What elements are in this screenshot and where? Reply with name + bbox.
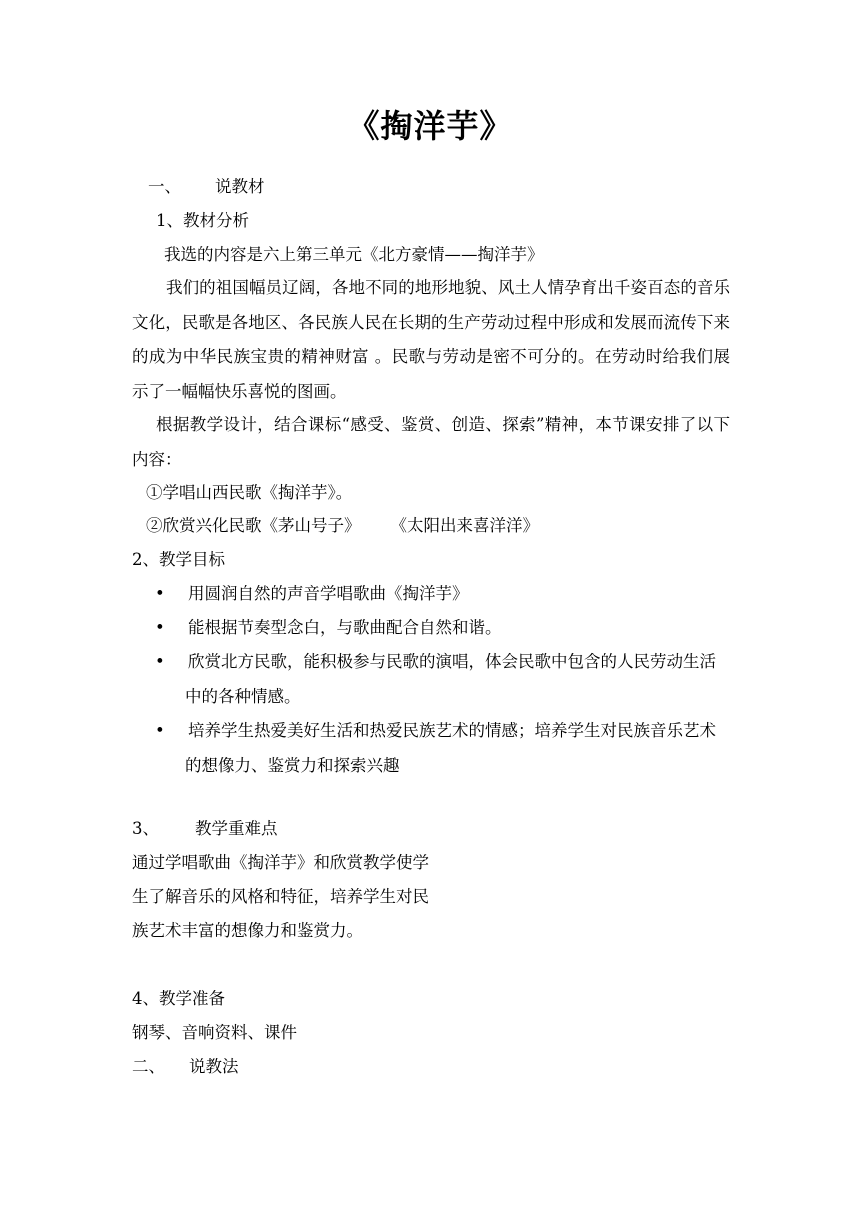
subsection-2-heading: 2、教学目标 [132,550,225,569]
objective-item [155,714,730,783]
preparation-content: 钢琴、音响资料、课件 [132,1023,297,1042]
subsection-3-number: 3、 [132,819,159,838]
design-paragraph: 根据教学设计，结合课标“感受、鉴赏、创造、探索”精神，本节课安排了以下内容： [132,415,730,469]
bullet-icon: • [155,618,165,637]
section-1-number: 一、 [148,177,181,196]
content-item-2-part-b: 《太阳出来喜洋洋》 [390,516,539,535]
key-points-line: 生了解音乐的风格和特征，培养学生对民 [132,887,429,906]
objective-text: 培养学生热爱美好生活和热爱民族艺术的情感；培养学生对民族音乐艺术的想像力、鉴赏力和探索兴趣 [185,721,716,775]
objective-text: 能根据节奏型念白，与歌曲配合自然和谐。 [188,618,502,637]
bullet-icon: • [155,584,165,603]
objective-text: 欣赏北方民歌，能积极参与民歌的演唱，体会民歌中包含的人民劳动生活中的各种情感。 [185,652,716,706]
content-item-2 [146,511,539,541]
content-item-2-part-a: ②欣赏兴化民歌《茅山号子》 [146,516,361,535]
bullet-icon: • [155,652,165,671]
content-selection-line: 我选的内容是六上第三单元《北方豪情——掏洋芋》 [164,245,544,264]
section-2-label: 说教法 [189,1057,239,1076]
section-2-heading [132,1052,239,1082]
section-2-number: 二、 [132,1057,165,1076]
objective-item [155,611,730,645]
subsection-3-label: 教学重难点 [195,819,278,838]
key-points-line: 通过学唱歌曲《掏洋芋》和欣赏教学使学 [132,853,429,872]
subsection-3-heading [132,814,278,844]
subsection-4-heading: 4、教学准备 [132,989,225,1008]
section-1-label: 说教材 [215,177,265,196]
key-points-line: 族艺术丰富的想像力和鉴赏力。 [132,921,363,940]
section-1-heading [148,172,265,202]
content-item-1: ①学唱山西民歌《掏洋芋》。 [146,483,353,502]
subsection-1-heading: 1、教材分析 [156,211,249,230]
objective-text: 用圆润自然的声音学唱歌曲《掏洋芋》 [188,584,469,603]
material-paragraph: 我们的祖国幅员辽阔，各地不同的地形地貌、风土人情孕育出千姿百态的音乐文化，民歌是各地区、各民族人民在长期的生产劳动过程中形成和发展而流传下来的成为中华民族宝贵的精神财富 。民歌与劳动是密不可分的。在劳动时给我们展示了一幅幅快乐喜悦的图画。 [132,278,730,401]
objective-item [155,577,730,611]
objective-item [155,645,730,714]
bullet-icon: • [155,721,165,740]
document-title: 《掏洋芋》 [347,107,513,145]
